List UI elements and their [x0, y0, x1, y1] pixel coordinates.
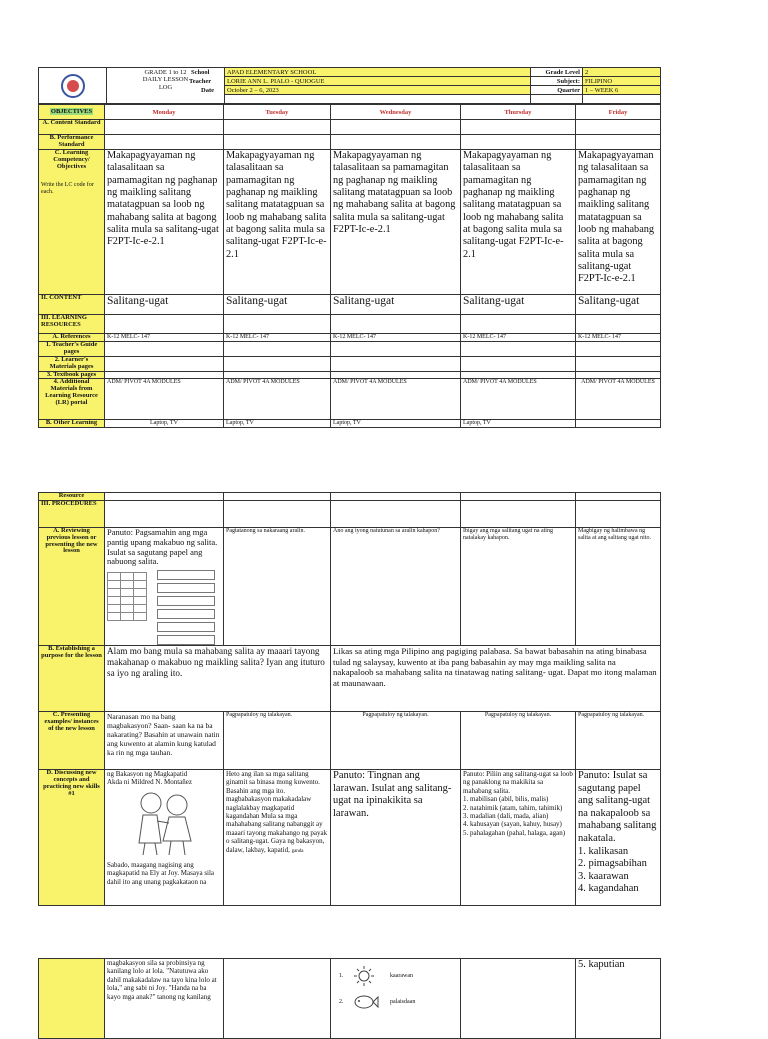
continued-label-cell — [39, 959, 105, 1039]
reviewing-thursday: Ibigay ang mga salitang ugat na ating natalakay kahapon. — [461, 528, 576, 646]
lc-text-tuesday: Makapagyayaman ng talasalitaan sa pamamagitan ng paghanap ng maikling salitang matatagpuan sa loob ng mahabang salita at bagong salita mula sa salitang-ugat F2PT-Ic-e-2.1 — [224, 150, 331, 295]
fish-icon — [353, 993, 379, 1011]
children-illustration — [113, 789, 213, 859]
picture-item-label: palaisdaan — [390, 999, 416, 1006]
day-header-tuesday: Tuesday — [224, 105, 331, 120]
reviewing-wednesday: Ano ang iyong natutunan sa aralin kahapon? — [331, 528, 461, 646]
deped-seal — [39, 68, 107, 104]
references-monday: K-12 MELC- 147 — [105, 334, 224, 342]
grade-label: Grade Level — [531, 68, 583, 77]
thursday-item: 5. pahalagahan (pahal, halaga, agan) — [463, 828, 566, 837]
lc-text-monday: Makapagyayaman ng talasalitaan sa pamamagitan ng paghanap ng maikling salitang matatagpuan sa loob ng mahabang salita at bagong salita mula sa salitang-ugat F2PT-Ic-e-2.1 — [105, 150, 224, 295]
content-wednesday: Salitang-ugat — [331, 295, 461, 315]
discussing-wednesday: Panuto: Tingnan ang larawan. Isulat ang salitang-ugat na ipinakikita sa larawan. — [331, 770, 461, 906]
purpose-left: Alam mo bang mula sa mahabang salita ay maaari tayong makahanap o makabuo ng maikling salita? Iyan ang ituturo sa iyo ng araling ito. — [105, 646, 331, 712]
lc-text-wednesday: Makapagyayaman ng talasalitaan sa pamamagitan ng paghanap ng maikling salitang matatagpuan sa loob ng mahabang salita at bagong salita mula sa salitang-ugat F2PT-Ic-e-2.1 — [331, 150, 461, 295]
reviewing-monday-text: Panuto: Pagsamahin ang mga pantig upang makabuo ng salita. Isulat sa sagutang papel ang nabuong salita. — [107, 527, 218, 567]
discussing-label: D. Discussing new concepts and practicing new skills #1 — [39, 770, 105, 906]
presenting-thursday: Pagpapatuloy ng talakayan. — [461, 712, 576, 770]
dll-section-3 — [38, 958, 661, 1039]
quarter-value: 1 – WEEK 6 — [583, 86, 661, 95]
dll-section-2 — [38, 492, 661, 906]
grade-value: 2 — [583, 68, 661, 77]
thursday-item: 3. madalian (dali, mada, alian) — [463, 812, 549, 821]
story-text: Sabado, maagang nagising ang magkapatid na Ely at Joy. Masaya sila dahil ito ang unang pagkakataon na — [107, 860, 215, 886]
discussing-monday — [105, 770, 224, 906]
school-label: School — [191, 68, 210, 76]
friday-item: 3. kaarawan — [578, 870, 629, 882]
thursday-item: 4. kahusayan (sayan, kahuy, husay) — [463, 820, 562, 829]
content-thursday: Salitang-ugat — [461, 295, 576, 315]
teacher-value: LORIE ANN L. PIALO - QUIOGUE — [227, 77, 325, 85]
continued-wednesday — [331, 959, 461, 1039]
procedures-label: III. PROCEDURES — [39, 501, 105, 528]
teacher-label: Teacher — [189, 77, 212, 85]
competencies-label: C. Learning Competency/ Objectives — [53, 149, 90, 170]
day-header-monday: Monday — [105, 105, 224, 120]
date-value: October 2 – 6, 2023 — [227, 86, 279, 94]
other-tuesday: Laptop, TV — [224, 420, 331, 428]
presenting-wednesday: Pagpapatuloy ng talakayan. — [331, 712, 461, 770]
friday-item: 2. pimagsabihan — [578, 858, 647, 870]
thursday-item: 1. mabilisan (abil, bilis, malis) — [463, 795, 549, 804]
school-field — [191, 68, 531, 77]
discussing-friday — [576, 770, 661, 906]
header-title-line: GRADE 1 to 12 — [144, 69, 187, 76]
story-title: ng Bakasyon ng Magkapatid — [107, 770, 188, 779]
presenting-friday: Pagpapatuloy ng talakayan. — [576, 712, 661, 770]
quarter-label: Quarter — [531, 86, 583, 95]
dll-header-table — [38, 67, 661, 104]
other-learning-label: B. Other Learning — [39, 420, 105, 428]
subject-label: Subject: — [531, 77, 583, 86]
references-friday: K-12 MELC- 147 — [576, 334, 661, 342]
presenting-tuesday: Pagpapatuloy ng talakayan. — [224, 712, 331, 770]
purpose-right: Likas sa ating mga Pilipino ang pagiging palabasa. Sa bawat babasahin na ating binabasa tulad ng salaysay, kuwento at iba pang babasahin ay may mga maikling salita na nakapaloob sa mahabang salita na tinatawag nating salitang- ugat. Dapat mo itong malaman at maunawaan. — [331, 646, 661, 712]
competencies-cell — [39, 150, 105, 295]
other-monday: Laptop, TV — [105, 420, 224, 428]
additional-thursday: ADM/ PIVOT 4A MODULES — [461, 379, 576, 420]
textbook-label: 3. Textbook pages — [39, 371, 105, 379]
header-title-line: LOG — [158, 83, 173, 91]
syllable-grid — [107, 572, 147, 621]
discussing-thursday — [461, 770, 576, 906]
reviewing-friday: Magbigay ng halimbawa ng salita at ang salitang ugat nito. — [576, 528, 661, 646]
thursday-instruction: Panuto: Piliin ang salitang-ugat sa loob ng panaklong na makikita sa mahabang salita. — [463, 770, 573, 795]
objectives-label — [39, 105, 105, 120]
teacher-field — [189, 77, 531, 86]
picture-item — [333, 965, 458, 987]
additional-monday: ADM/ PIVOT 4A MODULES — [105, 379, 224, 420]
header-title-line: DAILY LESSON — [142, 76, 189, 84]
subject-value: FILIPINO — [583, 77, 661, 86]
friday-item: 4. kagandahan — [578, 883, 639, 895]
purpose-label: B. Establishing a purpose for the lesson — [39, 646, 105, 712]
picture-item-number: 1. — [339, 973, 344, 980]
reviewing-label: A. Reviewing previous lesson or presenting the new lesson — [39, 528, 105, 646]
teachers-guide-label: 1. Teacher's Guide pages — [39, 342, 105, 357]
content-label: II. CONTENT — [39, 295, 105, 315]
dll-section-1 — [38, 104, 661, 428]
picture-item — [333, 993, 458, 1011]
references-wednesday: K-12 MELC- 147 — [331, 334, 461, 342]
references-thursday: K-12 MELC- 147 — [461, 334, 576, 342]
content-tuesday: Salitang-ugat — [224, 295, 331, 315]
picture-item-number: 2. — [339, 999, 344, 1006]
discussing-tuesday — [224, 770, 331, 906]
presenting-label: C. Presenting examples/ instances of the new lesson — [39, 712, 105, 770]
competencies-note: Write the LC code for each. — [41, 182, 94, 196]
additional-friday: ADM/ PIVOT 4A MODULES — [576, 379, 661, 420]
answer-boxes — [157, 567, 215, 645]
school-value: APAD ELEMENTARY SCHOOL — [227, 68, 317, 76]
other-wednesday: Laptop, TV — [331, 420, 461, 428]
friday-instruction: Panuto: Isulat sa sagutang papel ang salitang-ugat na nakapaloob sa mahabang salitang nakatala. — [578, 770, 657, 845]
resource-label: Resource — [39, 493, 105, 501]
lc-text-friday: Makapagyayaman ng talasalitaan sa pamamagitan ng paghanap ng maikling salitang matatagpuan sa loob ng mahabang salita at bagong salita mula sa salitang-ugat F2PT-Ic-e-2.1 — [576, 150, 661, 295]
performance-standard-label: B. Performance Standard — [39, 135, 105, 150]
lc-text-thursday: Makapagyayaman ng talasalitaan sa pamamagitan ng paghanap ng maikling salitang matatagpuan sa loob ng mahabang salita at bagong salita mula sa salitang-ugat F2PT-Ic-e-2.1 — [461, 150, 576, 295]
day-header-friday: Friday — [576, 105, 661, 120]
date-field — [201, 86, 531, 95]
story-author: Akda ni Mildred N. Montañez — [107, 778, 192, 787]
friday-item: 1. kalikasan — [578, 845, 629, 857]
reviewing-monday — [105, 528, 224, 646]
content-standard-label: A. Content Standard — [39, 120, 105, 135]
additional-tuesday: ADM/ PIVOT 4A MODULES — [224, 379, 331, 420]
content-monday: Salitang-ugat — [105, 295, 224, 315]
additional-materials-label: 4. Additional Materials from Learning Resource (LR) portal — [39, 379, 105, 420]
picture-item-label: kaarawan — [390, 973, 413, 980]
date-label: Date — [201, 86, 214, 94]
learning-resources-label: III. LEARNING RESOURCES — [39, 315, 105, 334]
other-thursday: Laptop, TV — [461, 420, 576, 428]
sun-icon — [353, 965, 375, 987]
thursday-item: 2. natahimik (atam, tahim, tahimik) — [463, 803, 563, 812]
seal-icon — [61, 74, 85, 98]
objectives-text: OBJECTIVES — [50, 107, 93, 115]
presenting-monday: Naranasan mo na bang magbakasyon? Saan- saan ka na ba nakarating? Basahin at unawain natin ang kuwento at alamin kung katulad ka rin ng mga tauhan. — [105, 712, 224, 770]
discussing-tuesday-tail: ganda — [291, 848, 304, 854]
reviewing-tuesday: Pagtatanong sa nakaraang aralin. — [224, 528, 331, 646]
content-friday: Salitang-ugat — [576, 295, 661, 315]
syllable-exercise — [107, 567, 221, 645]
day-header-thursday: Thursday — [461, 105, 576, 120]
additional-wednesday: ADM/ PIVOT 4A MODULES — [331, 379, 461, 420]
continued-friday: 5. kaputian — [576, 959, 661, 1039]
references-label: A. References — [39, 334, 105, 342]
continued-monday: magbakasyon sila sa probinsiya ng kanilang lolo at lola. "Natutuwa ako dahil makakadalaw na tayo kina lolo at lola," ang sabi ni Joy. "Handa na ba kayo mga anak?" tanong ng kanilang — [105, 959, 224, 1039]
day-header-wednesday: Wednesday — [331, 105, 461, 120]
learners-materials-label: 2. Learner's Materials pages — [39, 357, 105, 372]
references-tuesday: K-12 MELC- 147 — [224, 334, 331, 342]
discussing-tuesday-text: Heto ang ilan sa mga salitang ginamit sa binasa mong kuwento. Basahin ang mga ito. magbabakasyon makakadalaw naglalakbay magkapatid kagandahan Mula sa mga mahahabang salitang nabanggit ay maaari tayong makahango ng payak o salitang-ugat. Gaya ng bakasyon, dalaw, lakbay, kapatid, — [226, 770, 328, 854]
